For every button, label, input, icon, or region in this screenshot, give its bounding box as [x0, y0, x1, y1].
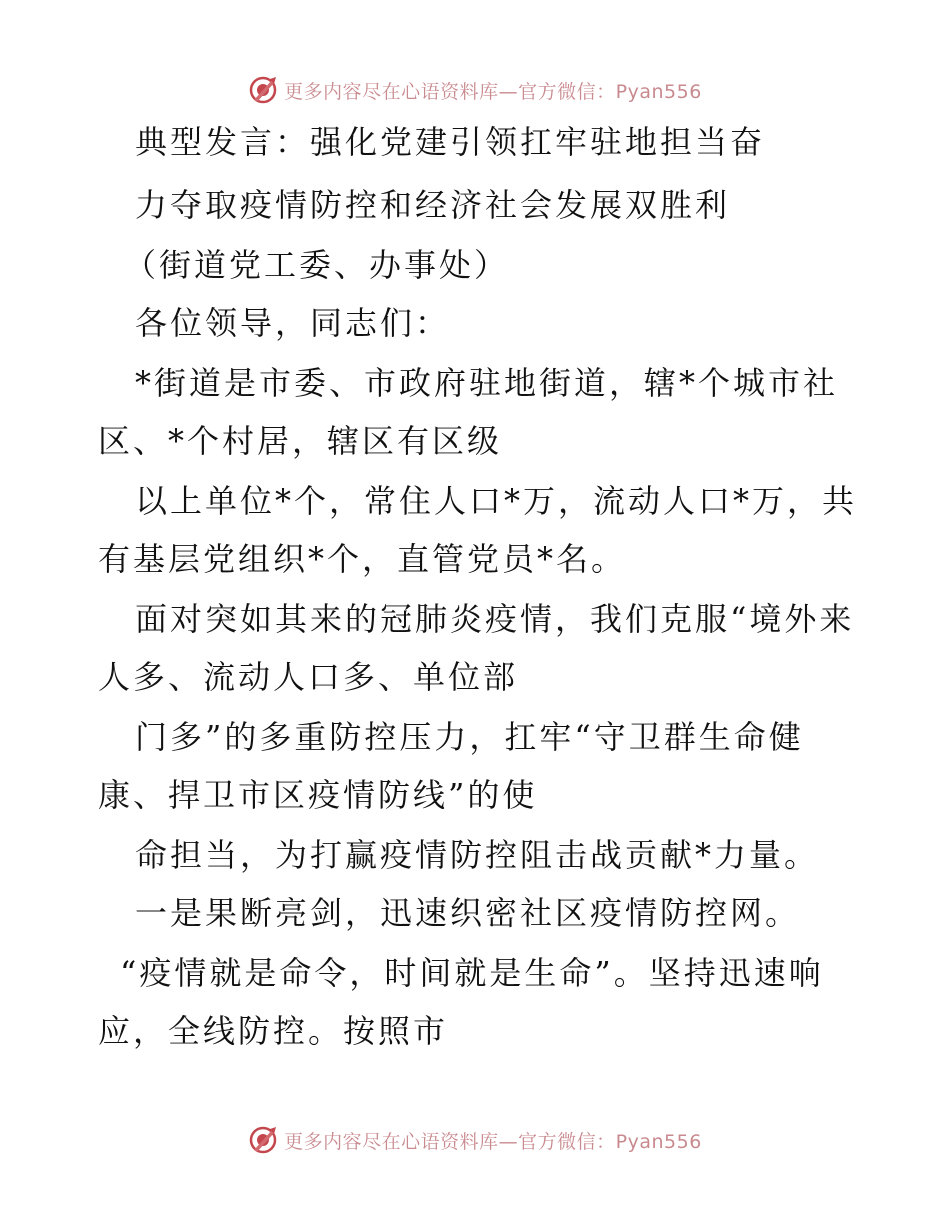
paragraph-line: 命担当，为打赢疫情防控阻击战贡献*力量。 [135, 836, 820, 874]
watermark-text: 更多内容尽在心语资料库—官方微信：Pyan556 [284, 80, 702, 103]
paragraph-line: 门多”的多重防控压力，扛牢“守卫群生命健 [135, 718, 804, 756]
paragraph-line: 区、*个村居，辖区有区级 [98, 422, 503, 460]
paragraph-line: 人多、流动人口多、单位部 [98, 658, 519, 696]
paragraph-line: “疫情就是命令，时间就是生命”。坚持迅速响 [120, 954, 824, 992]
issuer-line: （街道党工委、办事处） [124, 246, 510, 284]
paragraph-line: 应，全线防控。按照市 [98, 1012, 449, 1050]
paragraph-line: 有基层党组织*个，直管党员*名。 [98, 540, 627, 578]
paragraph-line: 康、捍卫市区疫情防线”的使 [98, 776, 538, 814]
quill-logo-icon [248, 75, 278, 105]
paragraph-line: 以上单位*个，常住人口*万，流动人口*万，共 [135, 482, 858, 520]
title-line-2: 力夺取疫情防控和经济社会发展双胜利 [135, 186, 731, 224]
salutation-line: 各位领导，同志们： [135, 304, 451, 342]
paragraph-line: *街道是市委、市政府驻地街道，辖*个城市社 [135, 364, 839, 402]
quill-logo-icon [248, 1125, 278, 1155]
watermark-text: 更多内容尽在心语资料库—官方微信：Pyan556 [284, 1130, 702, 1153]
paragraph-line: 面对突如其来的冠肺炎疫情，我们克服“境外来 [135, 600, 855, 638]
footer-watermark [0, 1120, 950, 1160]
header-watermark [0, 70, 950, 110]
section-heading-line: 一是果断亮剑，迅速织密社区疫情防控网。 [135, 894, 801, 932]
title-line-1: 典型发言：强化党建引领扛牢驻地担当奋 [135, 123, 766, 161]
